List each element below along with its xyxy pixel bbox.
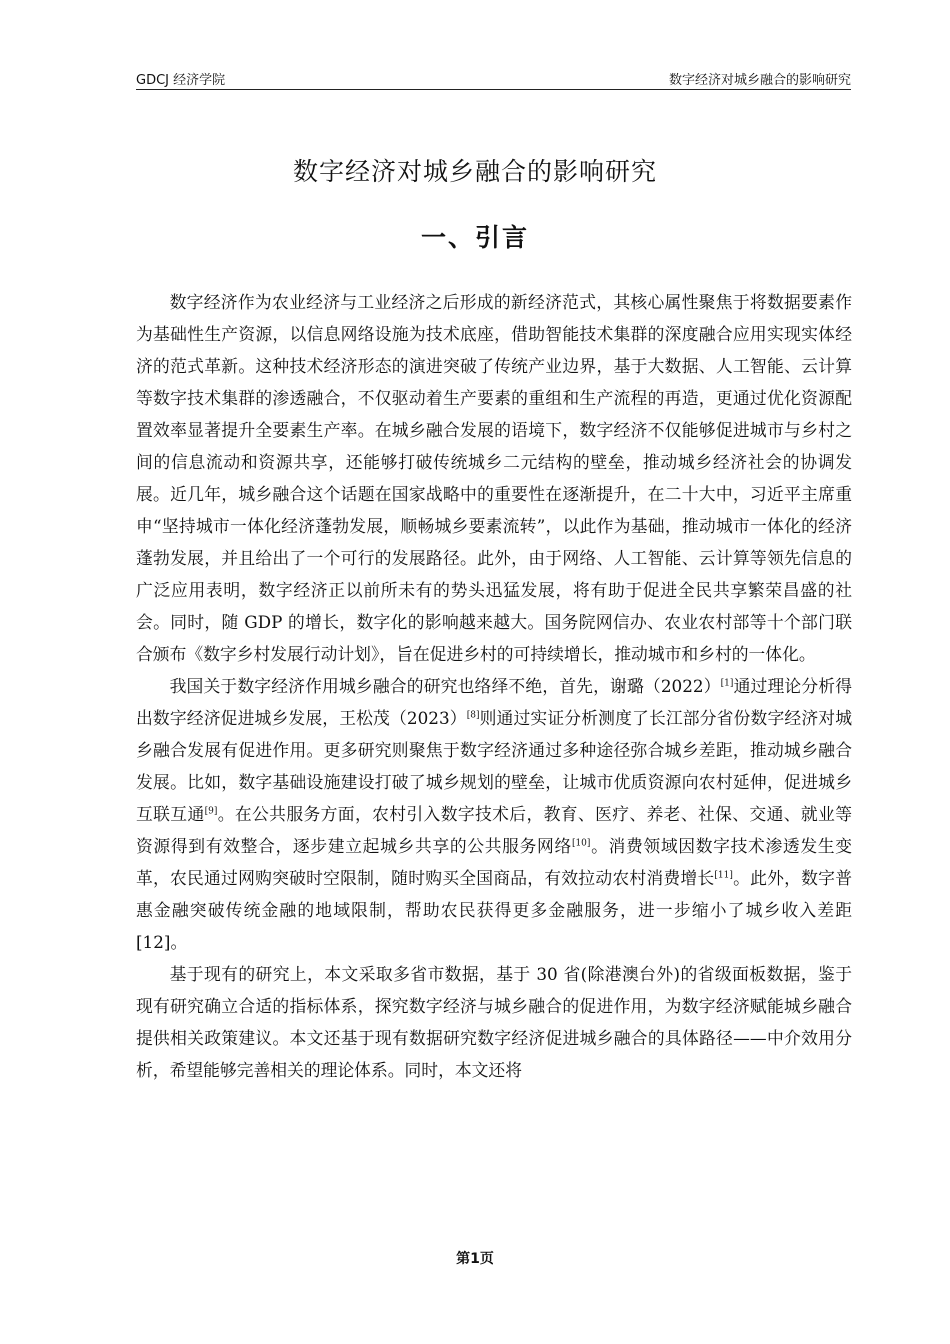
paragraph-2-segment: 。消费领域因数字技术渗透发生变革，农民通过网购突破时空限制，随时购买全国商品，有效拉动农村消费增长: [136, 836, 852, 888]
header-paper-title: 数字经济对城乡融合的影响研究: [668, 73, 851, 88]
paragraph-2-segment: 通过理论分析得出数字经济促进城乡发展，王松茂（2023）: [136, 676, 852, 728]
paper-title: 数字经济对城乡融合的影响研究: [292, 157, 657, 186]
paragraph-2-segment: 我国关于数字经济作用城乡融合的研究也络绎不绝，首先，谢璐（2022）: [169, 676, 721, 696]
citation-ref: [1]: [720, 678, 734, 689]
paragraph-2-segment: 。此外，数字普惠金融突破传统金融的地域限制，帮助农民获得更多金融服务，进一步缩小了城乡收入差距[12]。: [136, 868, 852, 952]
paragraph-1: 数字经济作为农业经济与工业经济之后形成的新经济范式，其核心属性聚焦于将数据要素作为基础性生产资源，以信息网络设施为技术底座，借助智能技术集群的深度融合应用实现实体经济的范式革新。这种技术经济形态的演进突破了传统产业边界，基于大数据、人工智能、云计算等数字技术集群的渗透融合，不仅驱动着生产要素的重组和生产流程的再造，更通过优化资源配置效率显著提升全要素生产率。在城乡融合发展的语境下，数字经济不仅能够促进城市与乡村之间的信息流动和资源共享，还能够打破传统城乡二元结构的壁垒，推动城乡经济社会的协调发展。近几年，城乡融合这个话题在国家战略中的重要性在逐渐提升，在二十大中，习近平主席重申“坚持城市一体化经济蓬勃发展，顺畅城乡要素流转”，以此作为基础，推动城市一体化的经济蓬勃发展，并且给出了一个可行的发展路径。此外，由于网络、人工智能、云计算等领先信息的广泛应用表明，数字经济正以前所未有的势头迅猛发展，将有助于促进全民共享繁荣昌盛的社会。同时，随 GDP 的增长，数字化的影响越来越大。国务院网信办、农业农村部等十个部门联合颁布《数字乡村发展行动计划》，旨在促进乡村的可持续增长，推动城市和乡村的一体化。: [136, 292, 852, 664]
paragraph-2: [136, 670, 852, 958]
page-number: 第1页: [456, 1251, 494, 1267]
running-header: [136, 67, 851, 90]
paragraph-2-segment: 。在公共服务方面，农村引入数字技术后，教育、医疗、养老、社保、交通、就业等资源得到有效整合，逐步建立起城乡共享的公共服务网络: [136, 804, 852, 856]
citation-ref: [9]: [204, 806, 218, 817]
body-text: [136, 286, 852, 1086]
citation-ref: [8]: [466, 710, 480, 721]
citation-ref: [11]: [714, 870, 733, 881]
section-heading-introduction: 一、引言: [420, 223, 529, 252]
citation-ref: [10]: [571, 838, 591, 849]
header-institution: GDCJ 经济学院: [136, 73, 226, 88]
paragraph-3: 基于现有的研究上，本文采取多省市数据，基于 30 省(除港澳台外)的省级面板数据，鉴于现有研究确立合适的指标体系，探究数字经济与城乡融合的促进作用，为数字经济赋能城乡融合提供相关政策建议。本文还基于现有数据研究数字经济促进城乡融合的具体路径——中介效用分析，希望能够完善相关的理论体系。同时，本文还将: [136, 964, 852, 1080]
paragraph-2-segment: 则通过实证分析测度了长江部分省份数字经济对城乡融合发展有促进作用。更多研究则聚焦于数字经济通过多种途径弥合城乡差距，推动城乡融合发展。比如，数字基础设施建设打破了城乡规划的壁垒，让城市优质资源向农村延伸，促进城乡互联互通: [136, 708, 852, 824]
